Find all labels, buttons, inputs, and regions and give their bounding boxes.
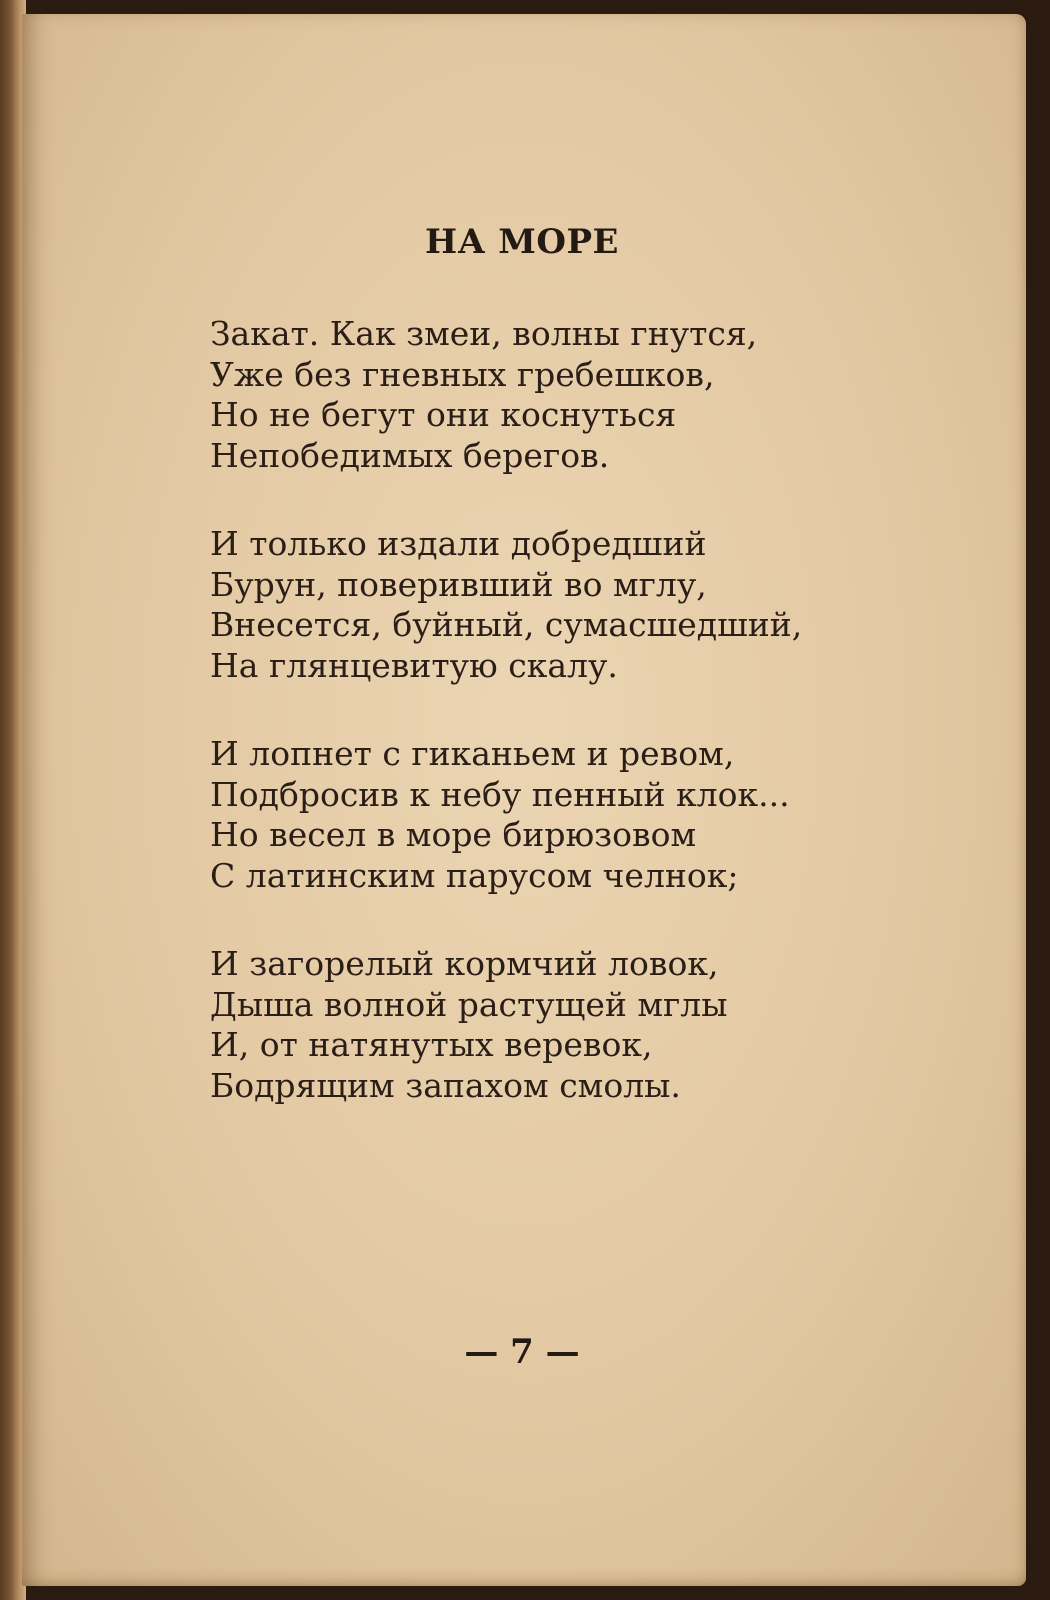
poem-line: И загорелый кормчий ловок, <box>210 944 719 983</box>
poem-line: Закат. Как змеи, волны гнутся, <box>210 314 758 353</box>
stanza-3 <box>210 734 910 896</box>
poem-line: Непобедимых берегов. <box>210 435 610 475</box>
poem-line: Подбросив к небу пенный клок... <box>210 774 790 814</box>
stanza-4 <box>210 944 910 1106</box>
poem-line: И, от натянутых веревок, <box>210 1025 653 1064</box>
poem-line: Но не бегут они коснуться <box>210 395 677 434</box>
stanza-1 <box>210 314 910 476</box>
poem-line: Бодрящим запахом смолы. <box>210 1065 681 1105</box>
poem-line: И лопнет с гиканьем и ревом, <box>210 734 735 773</box>
poem-line: И только издали добредший <box>210 524 707 563</box>
stanza-2 <box>210 524 910 686</box>
poem-line: Бурун, поверивший во мглу, <box>210 564 707 604</box>
poem-line: Уже без гневных гребешков, <box>210 354 715 394</box>
page-number: — 7 — <box>464 1332 580 1372</box>
poem-line: Внесется, буйный, сумасшедший, <box>210 605 803 644</box>
book-page <box>22 14 1026 1586</box>
poem-body <box>210 314 910 1154</box>
poem-title: НА МОРЕ <box>425 222 619 262</box>
poem-line: Но весел в море бирюзовом <box>210 815 697 854</box>
poem-line: С латинским парусом челнок; <box>210 855 739 895</box>
poem-line: На глянцевитую скалу. <box>210 645 618 685</box>
poem-line: Дыша волной растущей мглы <box>210 984 728 1024</box>
